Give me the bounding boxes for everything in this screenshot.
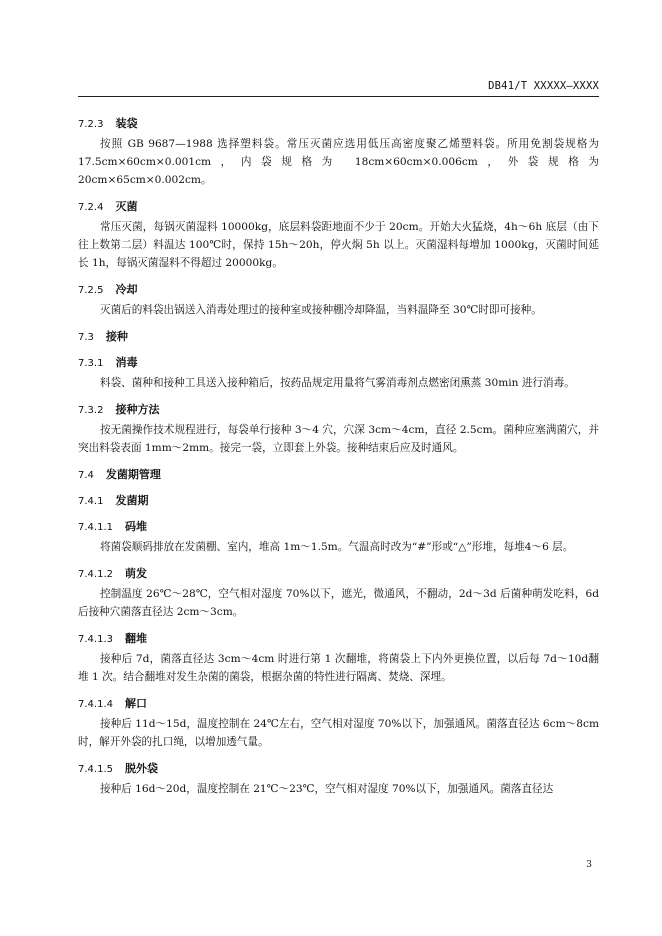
section-heading: 7.4.1.1 码堆: [78, 520, 147, 533]
section-paragraph: 按无菌操作技术规程进行，每袋单行接种 3～4 穴，穴深 3cm～4cm，直径 2.5cm。菌种应塞满菌穴，并突出料袋表面 1mm～2mm。接完一袋，立即套上外袋。接种结束后应及时通风。: [78, 424, 599, 454]
section-heading: 7.2.4 灭菌: [78, 200, 138, 213]
section-paragraph: 按照 GB 9687—1988 选择塑料袋。常压灭菌应选用低压高密度聚乙烯塑料袋。所用免割袋规格为17.5cm×60cm×0.001cm，内袋规格为 18cm×60cm×0.006cm，外袋规格为 20cm×65cm×0.002cm。: [78, 138, 599, 186]
section-heading: 7.4.1.2 萌发: [78, 567, 147, 580]
section-heading: 7.2.3 装袋: [78, 117, 138, 130]
section-paragraph: 接种后 7d，菌落直径达 3cm～4cm 时进行第 1 次翻堆，将菌袋上下内外更换位置，以后每 7d～10d翻堆 1 次。结合翻堆对发生杂菌的菌袋，根据杂菌的特性进行隔离、焚烧、深埋。: [78, 653, 599, 683]
section-heading: 7.4.1.5 脱外袋: [78, 762, 158, 775]
document-code: DB41/T XXXXX—XXXX: [488, 80, 599, 92]
section-heading: 7.4.1.3 翻堆: [78, 632, 147, 645]
section-paragraph: 料袋、菌种和接种工具送入接种箱后，按药品规定用量将气雾消毒剂点燃密闭熏蒸 30min 进行消毒。: [100, 377, 575, 389]
section-heading: 7.2.5 冷却: [78, 283, 138, 296]
section-paragraph: 接种后 16d～20d，温度控制在 21℃～23℃，空气相对湿度 70%以下，加强通风。菌落直径达: [100, 783, 554, 795]
section-paragraph: 接种后 11d～15d，温度控制在 24℃左右，空气相对湿度 70%以下，加强通风。菌落直径达 6cm～8cm 时，解开外袋的扎口绳，以增加透气量。: [78, 718, 599, 748]
section-heading: 7.4 发菌期管理: [78, 468, 161, 481]
section-heading: 7.4.1.4 解口: [78, 697, 147, 710]
section-heading: 7.3.1 消毒: [78, 356, 138, 369]
page-number: 3: [586, 860, 592, 870]
document-body: [78, 106, 599, 800]
section-paragraph: 灭菌后的料袋出锅送入消毒处理过的接种室或接种棚冷却降温，当料温降至 30℃时即可接种。: [100, 304, 542, 316]
section-paragraph: 控制温度 26℃～28℃，空气相对湿度 70%以下，遮光，微通风，不翻动，2d～3d 后菌种萌发吃料，6d 后接种穴菌落直径达 2cm～3cm。: [78, 588, 599, 618]
section-heading: 7.4.1 发菌期: [78, 494, 149, 507]
section-paragraph: 将菌袋顺码排放在发菌棚、室内，堆高 1m～1.5m。气温高时改为“#”形或“△”形堆，每堆4～6 层。: [100, 541, 574, 553]
section-paragraph: 常压灭菌，每锅灭菌湿料 10000kg，底层料袋距地面不少于 20cm。开始大火猛烧，4h～6h 底层（由下往上数第二层）料温达 100℃时，保持 15h～20h，停火焖 5h 以上。灭菌湿料每增加 1000kg，灭菌时间延长 1h，每锅灭菌湿料不得超过 20000kg。: [78, 221, 599, 269]
section-heading: 7.3 接种: [78, 330, 128, 343]
section-heading: 7.3.2 接种方法: [78, 403, 160, 416]
header-rule: [78, 96, 599, 97]
